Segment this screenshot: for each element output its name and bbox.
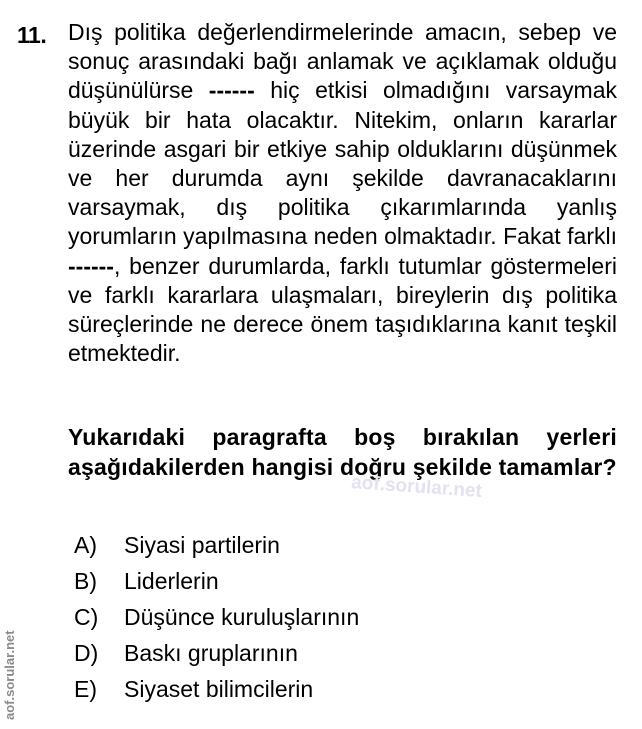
option-letter: A) <box>74 532 97 558</box>
stem-text-part1: Dış politika değerlendirmelerinde amacın, sebep ve sonuç arasındaki bağı anlamak ve açıklamak olduğu düşünülürse <box>68 19 617 104</box>
option-c[interactable] <box>74 604 359 640</box>
stem-text-part3: , benzer durumlarda, farklı tutumlar göstermeleri ve farklı kararlara ulaşmaları, bireylerin dış politika süreçlerinde ne derece önem taşıdıklarına kanıt teşkil etmektedir. <box>68 252 617 367</box>
answer-options <box>74 532 359 712</box>
question-stem <box>68 18 617 368</box>
option-text: Liderlerin <box>124 568 219 594</box>
option-letter: C) <box>74 604 99 630</box>
option-e[interactable] <box>74 676 359 712</box>
option-d[interactable] <box>74 640 359 676</box>
option-text: Düşünce kuruluşlarının <box>124 604 360 630</box>
question-number: 11. <box>17 22 47 48</box>
option-letter: B) <box>74 568 97 594</box>
watermark-side: aof.sorular.net <box>2 630 17 720</box>
blank-1: ------ <box>208 77 255 104</box>
watermark-center: aof.sorular.net <box>350 472 483 503</box>
option-text: Baskı gruplarının <box>124 640 298 666</box>
option-letter: E) <box>74 676 97 702</box>
question-prompt: Yukarıdaki paragrafta boş bırakılan yerleri aşağıdakilerden hangisi doğru şekilde tamamlar? <box>68 424 617 480</box>
option-letter: D) <box>74 640 99 666</box>
option-text: Siyaset bilimcilerin <box>124 676 314 702</box>
option-a[interactable] <box>74 532 359 568</box>
stem-text-part2: hiç etkisi olmadığını varsaymak büyük bir hata olacaktır. Nitekim, onların kararlar üzerinde asgari bir etkiye sahip olduklarını düşünmek ve her durumda aynı şekilde davranacaklarını varsaymak, dış politika çıkarımlarında yanlış yorumların yapılmasına neden olmaktadır. Fakat farklı <box>68 77 618 250</box>
option-text: Siyasi partilerin <box>124 532 280 558</box>
option-b[interactable] <box>74 568 359 604</box>
blank-2: ------ <box>68 252 114 279</box>
